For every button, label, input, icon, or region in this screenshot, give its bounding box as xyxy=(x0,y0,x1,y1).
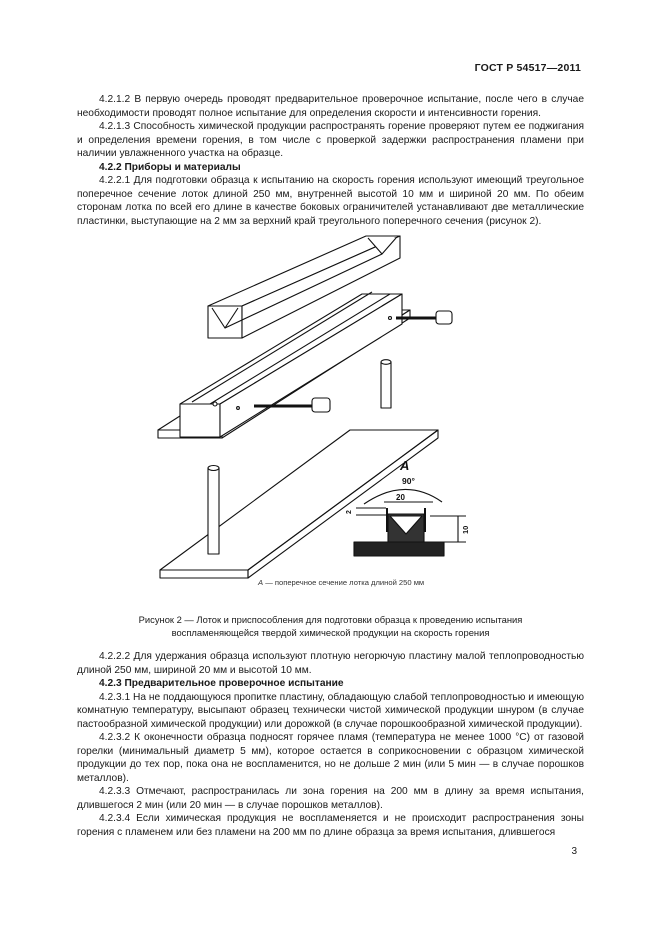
paragraph-4231: 4.2.3.1 На не поддающуюся пропитке пластину, обладающую слабой теплопроводностью и имеющую комнатную температуру, высыпают образец технически чистой химической продукции шнуром (в случае пастообразной химической продукции) или дорожкой (в случае порошкообразной химической продукции). xyxy=(77,691,584,730)
detail-a-section xyxy=(346,458,470,556)
paragraph-4234: 4.2.3.4 Если химическая продукция не воспламеняется и не происходит распространения зоны горения с пламенем или без пламени на 200 мм по длине образца за время испытания, длившегося xyxy=(77,813,584,838)
figure-caption-line-1: Рисунок 2 — Лоток и приспособления для подготовки образца к проведению испытания xyxy=(138,614,523,625)
text-block-top xyxy=(77,93,584,228)
svg-text:20: 20 xyxy=(396,493,405,502)
standard-header: ГОСТ Р 54517—2011 xyxy=(474,62,581,74)
figure-caption-line-2: воспламеняющейся твердой химической продукции на скорость горения xyxy=(171,626,490,638)
svg-text:10: 10 xyxy=(461,525,470,534)
paragraph-4232: 4.2.3.2 К оконечности образца подносят горячее пламя (температура не менее 1000 °С) от газовой горелки (минимальный диаметр 5 мм), которое остается в соприкосновении с образцом химической продукции до тех пор, пока она не воспламенится, но не дольше 2 мин (или 5 мин — в случае порошков металлов). xyxy=(77,732,584,784)
figure-2-apparatus xyxy=(150,232,480,592)
svg-text:90°: 90° xyxy=(402,476,415,486)
paragraph-4212: 4.2.1.2 В первую очередь проводят предварительное проверочное испытание, после чего в случае необходимости проводят полное испытание для определения скорости и интенсивности горения. xyxy=(77,94,584,119)
section-heading-422: 4.2.2 Приборы и материалы xyxy=(99,161,241,173)
page-number: 3 xyxy=(571,846,577,857)
paragraph-4233: 4.2.3.3 Отмечают, распространилась ли зона горения на 200 мм в длину за время испытания, длившегося 2 мин (или 20 мин — в случае порошков металлов). xyxy=(77,786,584,811)
text-block-bottom xyxy=(77,650,584,839)
figure-note-letter: А xyxy=(258,578,264,587)
paragraph-4213: 4.2.1.3 Способность химической продукции распространять горение проверяют путем ее поджигания и определения времени горения, в том числе с проверкой задержки распространения пламени при наличии увлажненного участка на образце. xyxy=(77,121,584,159)
figure-note-text: — поперечное сечение лотка длиной 250 мм xyxy=(263,578,425,587)
apparatus-drawing xyxy=(150,232,480,592)
section-heading-423: 4.2.3 Предварительное проверочное испытание xyxy=(99,678,344,689)
svg-text:А: А xyxy=(400,458,410,473)
paragraph-4222: 4.2.2.2 Для удержания образца используют плотную негорючую пластину малой теплопроводностью длиной 250 мм, шириной 20 мм и высотой 10 мм. xyxy=(77,651,584,676)
figure-caption xyxy=(77,614,584,639)
paragraph-4221: 4.2.2.1 Для подготовки образца к испытанию на скорость горения используют имеющий треугольное поперечное сечение лоток длиной 250 мм, внутренней высотой 10 мм и шириной 20 мм. По обеим сторонам лотка по всей его длине в качестве боковых ограничителей устанавливают две металлические пластинки, выступающие на 2 мм за верхний край треугольного поперечного сечения (рисунок 2). xyxy=(77,175,584,227)
figure-note xyxy=(258,578,424,587)
svg-text:2: 2 xyxy=(346,510,353,514)
